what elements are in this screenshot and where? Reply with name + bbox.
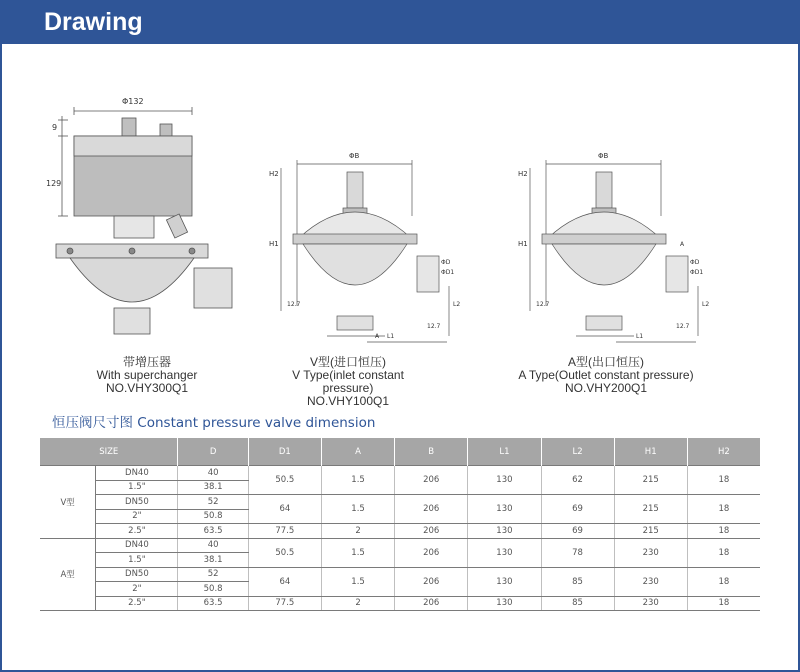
size-cell: 2" [96,509,178,524]
h2-cell: 18 [687,596,760,611]
size-cell: DN50 [96,495,178,510]
table-row [40,524,760,539]
h2-cell: 18 [687,538,760,567]
d-cell: 63.5 [178,596,248,611]
l2-cell: 85 [541,596,614,611]
d1-cell: 77.5 [248,524,321,539]
caption-cn: A型(出口恒压) [568,355,644,369]
caption-no: NO.VHY300Q1 [105,381,189,395]
d-cell: 50.8 [178,582,248,597]
a-cell: 2 [321,596,394,611]
dim-9: 9 [52,123,58,132]
b-cell: 206 [395,466,468,495]
caption-a-type [516,356,696,395]
drawing-v-type [267,146,467,346]
dimension-table [40,438,760,611]
caption-en: A Type(Outlet constant pressure) [518,368,694,382]
dim-h2: H2 [269,170,279,178]
d-cell: 40 [178,466,248,481]
table-row [40,596,760,611]
dim-l2: L2 [702,301,710,308]
dim-d1: ΦD1 [441,269,455,276]
d-cell: 38.1 [178,480,248,495]
b-cell: 206 [395,495,468,524]
group-label: A型 [40,538,96,611]
dim-127b: 12.7 [676,323,690,330]
table-row [40,495,760,510]
d-cell: 40 [178,538,248,553]
dim-h2: H2 [518,170,528,178]
caption-en: With superchanger [96,368,198,382]
header-h1: H1 [614,438,687,466]
dim-129: 129 [46,179,62,188]
header-h2: H2 [687,438,760,466]
b-cell: 206 [395,567,468,596]
header-bar [2,2,798,44]
caption-cn: 带增压器 [122,355,171,369]
b-cell: 206 [395,596,468,611]
l1-cell: 130 [468,567,541,596]
dim-a: A [680,241,685,248]
dim-h1: H1 [269,240,279,248]
l1-cell: 130 [468,524,541,539]
dim-d: ΦD [441,259,451,266]
caption-en: V Type(inlet constant pressure) [292,368,404,395]
table-title: 恒压阀尺寸图 Constant pressure valve dimension [52,415,376,431]
b-cell: 206 [395,524,468,539]
header-size: SIZE [40,438,178,466]
b-cell: 206 [395,538,468,567]
caption-no: NO.VHY200Q1 [564,381,648,395]
table-row [40,466,760,481]
dim-h1: H1 [518,240,528,248]
h2-cell: 18 [687,466,760,495]
d1-cell: 64 [248,495,321,524]
l1-cell: 130 [468,538,541,567]
h1-cell: 230 [614,596,687,611]
size-cell: DN40 [96,466,178,481]
d-cell: 50.8 [178,509,248,524]
table-header-row [40,438,760,466]
size-cell: DN40 [96,538,178,553]
dim-phi-132: Φ132 [122,97,144,106]
group-label: V型 [40,466,96,539]
table-row [40,567,760,582]
d-cell: 52 [178,495,248,510]
h2-cell: 18 [687,524,760,539]
h1-cell: 215 [614,466,687,495]
l1-cell: 130 [468,495,541,524]
caption-v-type [268,356,428,408]
h2-cell: 18 [687,495,760,524]
l1-cell: 130 [468,466,541,495]
drawing-a-type [516,146,716,346]
header-l2: L2 [541,438,614,466]
d1-cell: 77.5 [248,596,321,611]
a-cell: 1.5 [321,495,394,524]
d1-cell: 64 [248,567,321,596]
d-cell: 38.1 [178,553,248,568]
header-l1: L1 [468,438,541,466]
l2-cell: 69 [541,524,614,539]
dim-a: A [375,333,380,340]
size-cell: 1.5" [96,553,178,568]
dim-l2: L2 [453,301,461,308]
h1-cell: 215 [614,524,687,539]
a-cell: 1.5 [321,466,394,495]
table-row [40,538,760,553]
h1-cell: 230 [614,567,687,596]
d-cell: 52 [178,567,248,582]
l2-cell: 69 [541,495,614,524]
drawings-area [2,46,798,406]
dim-d: ΦD [690,259,700,266]
size-cell: 2.5" [96,524,178,539]
header-a: A [321,438,394,466]
header-b: B [395,438,468,466]
a-cell: 2 [321,524,394,539]
dim-l1: L1 [387,333,395,340]
caption-superchanger [72,356,222,395]
d-cell: 63.5 [178,524,248,539]
dim-127a: 12.7 [536,301,550,308]
dim-l1: L1 [636,333,644,340]
a-cell: 1.5 [321,538,394,567]
l2-cell: 78 [541,538,614,567]
drawing-superchanger [42,46,252,346]
a-cell: 1.5 [321,567,394,596]
size-cell: 2.5" [96,596,178,611]
h1-cell: 230 [614,538,687,567]
h2-cell: 18 [687,567,760,596]
l1-cell: 130 [468,596,541,611]
l2-cell: 85 [541,567,614,596]
size-cell: DN50 [96,567,178,582]
dim-phi-b: ΦB [598,152,609,160]
dim-phi-b: ΦB [349,152,360,160]
header-d: D [178,438,248,466]
header-d1: D1 [248,438,321,466]
dim-127a: 12.7 [287,301,301,308]
caption-cn: V型(进口恒压) [310,355,386,369]
d1-cell: 50.5 [248,466,321,495]
dim-d1: ΦD1 [690,269,704,276]
d1-cell: 50.5 [248,538,321,567]
page-title: Drawing [44,8,143,36]
caption-no: NO.VHY100Q1 [306,394,390,408]
size-cell: 2" [96,582,178,597]
h1-cell: 215 [614,495,687,524]
l2-cell: 62 [541,466,614,495]
dim-127b: 12.7 [427,323,441,330]
size-cell: 1.5" [96,480,178,495]
